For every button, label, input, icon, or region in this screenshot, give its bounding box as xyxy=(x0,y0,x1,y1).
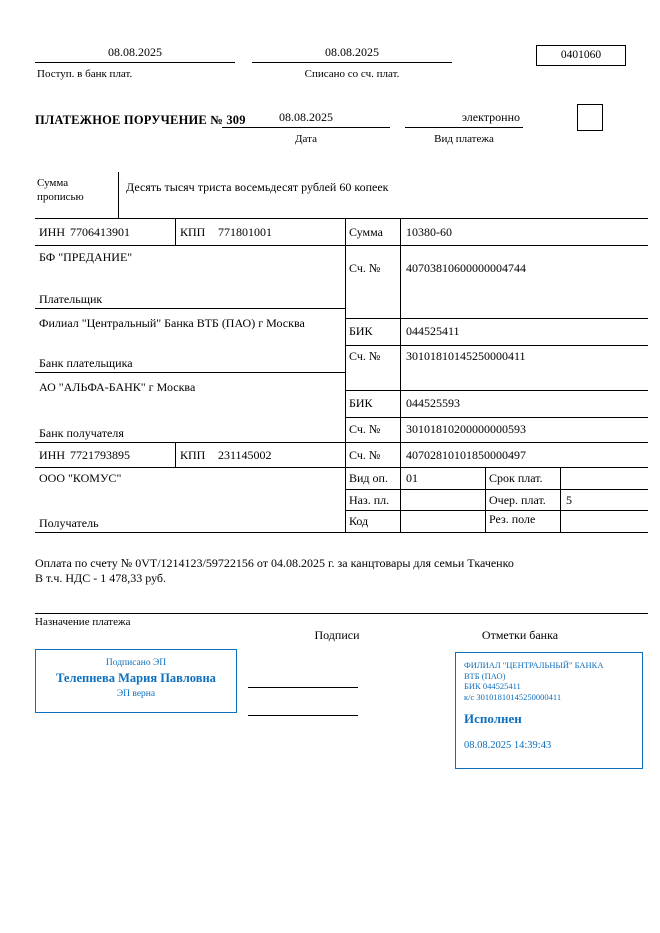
document-date-label: Дата xyxy=(295,133,317,145)
esign-valid-label: ЭП верна xyxy=(116,689,156,699)
bank-execution-stamp xyxy=(455,652,643,769)
operation-type-label: Вид оп. xyxy=(349,471,388,485)
priority-value: 5 xyxy=(566,493,572,507)
payee-kpp-value: 231145002 xyxy=(218,448,272,462)
payee-name: ООО "КОМУС" xyxy=(39,471,122,485)
payer-bank-name: Филиал "Центральный" Банка ВТБ (ПАО) г Москва xyxy=(39,316,305,330)
priority-label: Очер. плат. xyxy=(489,493,546,507)
divider-line xyxy=(118,172,119,218)
payment-purpose-label: Назначение платежа xyxy=(35,616,131,628)
divider-line xyxy=(35,218,648,219)
divider-line xyxy=(345,510,648,511)
payer-inn-value: 7706413901 xyxy=(70,225,130,239)
bank-stamp-corr-account: к/с 30101810145250000411 xyxy=(464,691,562,702)
divider-line xyxy=(35,245,648,246)
payee-inn-label: ИНН xyxy=(39,448,65,462)
payee-bank-account-value: 30101810200000000593 xyxy=(406,422,526,436)
divider-line xyxy=(400,218,401,532)
purpose-code-label: Наз. пл. xyxy=(349,493,390,507)
bank-stamp-status: Исполнен xyxy=(464,710,522,726)
reserve-field-label: Рез. поле xyxy=(489,512,536,526)
amount-words-label-line2: прописью xyxy=(37,191,84,203)
status-code-box xyxy=(577,104,603,131)
amount-words-label-line1: Сумма xyxy=(37,177,69,189)
divider-line xyxy=(345,417,648,418)
payer-bank-bik-label: БИК xyxy=(349,324,373,338)
payment-purpose-line1: Оплата по счету № 0VT/1214123/59722156 от 04.08.2025 г. за канцтовары для семьи Ткаченко xyxy=(35,556,514,570)
payee-bank-account-label: Сч. № xyxy=(349,422,381,436)
divider-line xyxy=(35,613,648,614)
debited-from-account-label: Списано со сч. плат. xyxy=(304,68,400,80)
divider-line xyxy=(345,218,346,532)
signature-line xyxy=(248,715,358,716)
divider-line xyxy=(560,467,561,532)
bank-stamp-branch-line2: ВТБ (ПАО) xyxy=(464,670,506,681)
payment-term-label: Срок плат. xyxy=(489,471,543,485)
operation-type-value: 01 xyxy=(406,471,418,485)
bank-marks-label: Отметки банка xyxy=(481,628,559,642)
divider-line xyxy=(345,489,648,490)
payee-account-label: Сч. № xyxy=(349,448,381,462)
payer-name: БФ "ПРЕДАНИЕ" xyxy=(39,250,133,264)
payer-kpp-label: КПП xyxy=(180,225,206,239)
received-in-bank-date: 08.08.2025 xyxy=(35,45,235,63)
code-label: Код xyxy=(349,514,369,528)
payer-bank-account-label: Сч. № xyxy=(349,349,381,363)
payer-bank-account-value: 30101810145250000411 xyxy=(406,349,526,363)
debited-from-account-date: 08.08.2025 xyxy=(252,45,452,63)
signature-line xyxy=(248,687,358,688)
payee-account-value: 40702810101850000497 xyxy=(406,448,526,462)
divider-line xyxy=(345,390,648,391)
electronic-signature-stamp xyxy=(35,649,237,713)
payer-bank-role-label: Банк плательщика xyxy=(39,356,133,370)
payee-bank-bik-value: 044525593 xyxy=(406,396,460,410)
divider-line xyxy=(175,218,176,245)
divider-line xyxy=(345,345,648,346)
sum-value: 10380-60 xyxy=(406,225,452,239)
divider-line xyxy=(345,318,648,319)
payee-bank-name: АО "АЛЬФА-БАНК" г Москва xyxy=(39,380,196,394)
document-title: ПЛАТЕЖНОЕ ПОРУЧЕНИЕ № 309 xyxy=(35,113,246,127)
payee-kpp-label: КПП xyxy=(180,448,206,462)
signatures-label: Подписи xyxy=(314,628,360,642)
divider-line xyxy=(35,308,345,309)
payer-role-label: Плательщик xyxy=(39,292,103,306)
payment-kind-label: Вид платежа xyxy=(434,133,494,145)
sum-label: Сумма xyxy=(349,225,383,239)
esign-signed-label: Подписано ЭП xyxy=(105,658,167,668)
document-date-value: 08.08.2025 xyxy=(222,110,390,128)
bank-stamp-branch-line1: ФИЛИАЛ "ЦЕНТРАЛЬНЫЙ" БАНКА xyxy=(464,660,604,670)
payee-bank-bik-label: БИК xyxy=(349,396,373,410)
amount-words-value: Десять тысяч триста восемьдесят рублей 60 копеек xyxy=(126,180,389,194)
payer-kpp-value: 771801001 xyxy=(218,225,272,239)
payer-bank-bik-value: 044525411 xyxy=(406,324,460,338)
divider-line xyxy=(35,442,648,443)
bank-stamp-datetime: 08.08.2025 14:39:43 xyxy=(464,739,552,751)
divider-line xyxy=(35,467,648,468)
payer-account-label: Сч. № xyxy=(349,261,381,275)
payee-inn-value: 7721793895 xyxy=(70,448,130,462)
divider-line xyxy=(485,467,486,532)
payee-role-label: Получатель xyxy=(39,516,99,530)
payer-account-value: 40703810600000004744 xyxy=(406,261,526,275)
esign-signer-name: Телепнева Мария Павловна xyxy=(56,671,216,685)
divider-line xyxy=(35,372,345,373)
payment-kind-value: электронно xyxy=(405,110,523,128)
payment-purpose-line2: В т.ч. НДС - 1 478,33 руб. xyxy=(35,571,167,585)
bank-stamp-bik: БИК 044525411 xyxy=(464,681,521,692)
form-code-box: 0401060 xyxy=(536,45,626,66)
received-in-bank-label: Поступ. в банк плат. xyxy=(37,68,133,80)
payer-inn-label: ИНН xyxy=(39,225,65,239)
divider-line xyxy=(35,532,648,533)
divider-line xyxy=(175,442,176,467)
payee-bank-role-label: Банк получателя xyxy=(39,426,124,440)
